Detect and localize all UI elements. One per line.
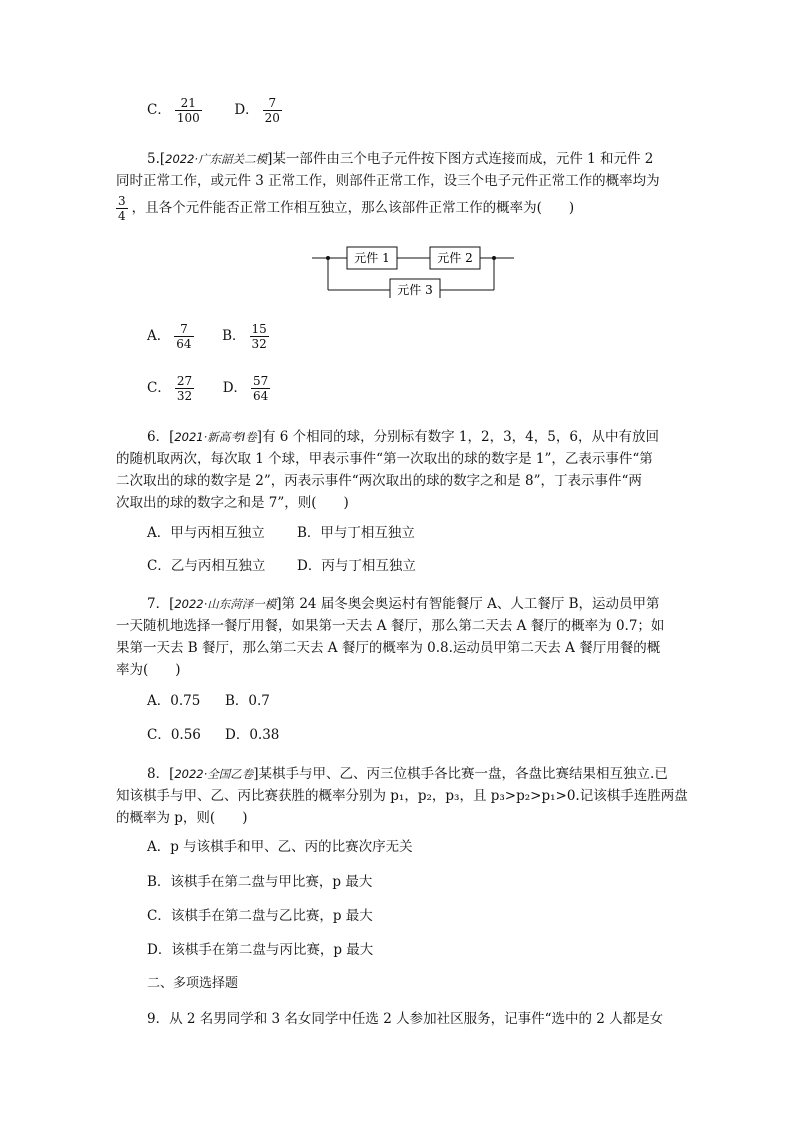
q4-options-cd: [147, 96, 286, 125]
q6-source: 2021·新高考Ⅰ卷: [174, 430, 257, 444]
q9-line-1: 9．从 2 名男同学和 3 名女同学中任选 2 人参加社区服务，记事件“选中的 2 人都是女: [147, 1011, 664, 1027]
q7-line-1: 7．[2022·山东菏泽一模]第 24 届冬奥会奥运村有智能餐厅 A、人工餐厅 B，运动员甲第: [147, 596, 660, 612]
q4-option-c-label: C．: [147, 102, 171, 118]
q5-option-a-fraction: $\frac{7}{64}$: [176, 322, 192, 351]
section-2-title: 二、多项选择题: [147, 976, 239, 991]
q7-option-d: D．0.38: [225, 727, 280, 743]
q5-options-cd: C． $\frac{27}{32}$ D． $\frac{57}{64}$: [147, 374, 269, 403]
component-3-label: 元件 3: [397, 283, 433, 297]
q4-option-c-fraction: $\frac{21}{100}$: [176, 96, 200, 125]
q5-line-1: 5.[2022·广东韶关二模]某一部件由三个电子元件按下图方式连接而成，元件 1 和元件 2: [147, 151, 654, 167]
q6-option-b: B．甲与丁相互独立: [297, 525, 415, 541]
q5-line-3: $\frac{3}{4}$ ，且各个元件能否正常工作相互独立，那么该部件正常工作的概率为( ): [118, 194, 575, 223]
q6-options-ab: [147, 524, 415, 542]
circuit-diagram: [310, 242, 520, 298]
q6-line-1: 6．[2021·新高考Ⅰ卷]有 6 个相同的球，分别标有数字 1，2，3，4，5，6，从中有放回: [147, 429, 659, 445]
component-1-label: 元件 1: [354, 251, 390, 265]
component-2-label: 元件 2: [437, 251, 473, 265]
q7-option-b: B．0.7: [225, 693, 270, 709]
q7-line-4: 率为( ): [116, 662, 181, 678]
q5-options-ab: A． $\frac{7}{64}$ B． $\frac{15}{32}$: [147, 322, 267, 351]
q5-option-b-fraction: $\frac{15}{32}$: [251, 322, 267, 351]
q8-source: 2022·全国乙卷: [174, 767, 254, 781]
q7-options-ab: [147, 692, 270, 710]
q5-source: 2022·广东韶关二模: [165, 152, 268, 166]
q8-line-3: 的概率为 p，则( ): [116, 810, 248, 826]
q8-line-1: 8．[2022·全国乙卷]某棋手与甲、乙、丙三位棋手各比赛一盘，各盘比赛结果相互独立.已: [147, 766, 668, 782]
q7-options-cd: [147, 726, 279, 744]
q7-source: 2022·山东菏泽一模: [174, 597, 277, 611]
q6-line-4: 次取出的球的数字之和是 7”，则( ): [116, 495, 349, 511]
q6-line-3: 二次取出的球的数字是 2”，丙表示事件“两次取出的球的数字之和是 8”，丁表示事件“两: [116, 473, 642, 489]
q6-option-d: D．丙与丁相互独立: [297, 558, 416, 574]
q5-option-d-fraction: $\frac{57}{64}$: [253, 374, 269, 403]
q7-option-c: C．0.56: [147, 727, 201, 743]
q5-option-c-fraction: $\frac{27}{32}$: [176, 374, 193, 403]
q6-option-c: C．乙与丙相互独立: [147, 558, 266, 574]
q6-options-cd: [147, 557, 416, 575]
q6-option-a: A．甲与丙相互独立: [147, 525, 265, 541]
q6-line-2: 的随机取两次，每次取 1 个球，甲表示事件“第一次取出的球的数字是 1”，乙表示事件“第: [116, 451, 653, 467]
q8-option-b: B．该棋手在第二盘与甲比赛，p 最大: [147, 874, 373, 890]
q7-line-3: 果第一天去 B 餐厅，那么第二天去 A 餐厅的概率为 0.8.运动员甲第二天去 A 餐厅用餐的概: [116, 640, 661, 656]
q8-option-a: A．p 与该棋手和甲、乙、丙的比赛次序无关: [147, 839, 413, 855]
q5-line-2: 同时正常工作，或元件 3 正常工作，则部件正常工作，设三个电子元件正常工作的概率均为: [116, 173, 660, 189]
q4-option-d-label: D．: [234, 102, 259, 118]
q7-line-2: 一天随机地选择一餐厅用餐，如果第一天去 A 餐厅，那么第二天去 A 餐厅的概率为 0.7；如: [116, 618, 665, 634]
q7-option-a: A．0.75: [147, 693, 201, 709]
q8-option-d: D．该棋手在第二盘与丙比赛，p 最大: [147, 942, 374, 958]
q5-probability-fraction: $\frac{3}{4}$: [118, 194, 126, 223]
q4-option-d-fraction: $\frac{7}{20}$: [264, 96, 280, 125]
q8-option-c: C．该棋手在第二盘与乙比赛，p 最大: [147, 908, 373, 924]
q8-line-2: 知该棋手与甲、乙、丙比赛获胜的概率分别为 p₁，p₂，p₃，且 p₃>p₂>p₁>0.记该棋手连胜两盘: [116, 788, 688, 804]
